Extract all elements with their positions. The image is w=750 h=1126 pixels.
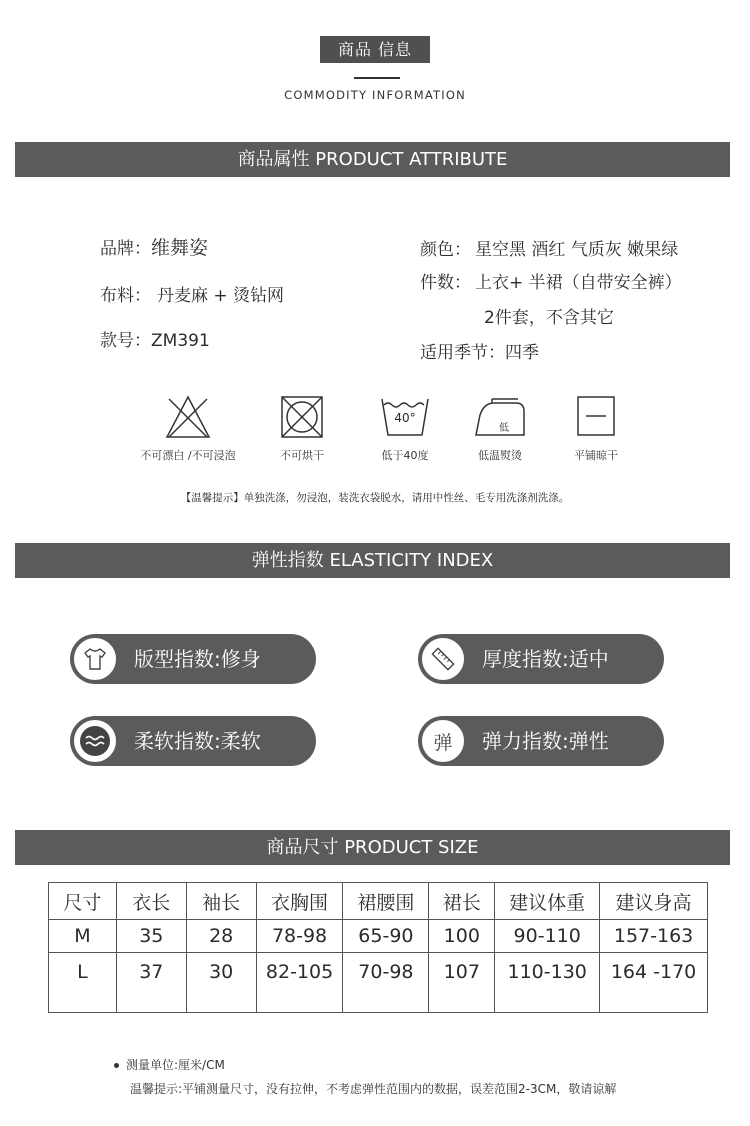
- fabric-value: 丹麦麻 + 烫钻网: [157, 286, 285, 306]
- thickness-index-pill: [418, 634, 664, 684]
- brand-value: 维舞姿: [151, 237, 209, 259]
- ruler-icon: [420, 636, 466, 682]
- fit-index-text: 版型指数:修身: [134, 647, 261, 671]
- table-cell: 35: [116, 920, 186, 953]
- bullet-dot: [114, 1063, 119, 1068]
- table-header-cell: 衣长: [116, 883, 186, 920]
- tshirt-icon: [72, 636, 118, 682]
- elastic-char-icon: [420, 718, 466, 764]
- fabric-label: 布料：: [100, 286, 151, 306]
- table-cell: 28: [186, 920, 256, 953]
- care-item-wash-40: [350, 393, 460, 463]
- season-value: 四季: [505, 343, 539, 363]
- iron-low-badge: 低: [499, 423, 509, 434]
- style-number-row: [100, 326, 210, 351]
- color-row: [420, 235, 678, 260]
- care-tip: 【温馨提示】单独洗涤，勿浸泡，装洗衣袋脱水，请用中性丝、毛专用洗涤剂洗涤。: [180, 492, 570, 504]
- table-cell: 100: [429, 920, 495, 953]
- table-cell: 37: [116, 953, 186, 1013]
- color-value: 星空黑 酒红 气质灰 嫩果绿: [475, 240, 679, 260]
- table-cell: 70-98: [343, 953, 429, 1013]
- unit-note: [114, 1056, 225, 1073]
- fit-index-pill: [70, 634, 316, 684]
- table-cell: 82-105: [256, 953, 343, 1013]
- elasticity-index-text: 弹力指数:弹性: [482, 729, 609, 753]
- no-tumble-dry-icon: [278, 393, 326, 441]
- unit-note-text: 测量单位:厘米/CM: [126, 1058, 225, 1072]
- pieces-note: 2件套，不含其它: [484, 308, 614, 328]
- section-subtitle: COMMODITY INFORMATION: [284, 88, 466, 102]
- care-label: 不可烘干: [280, 449, 324, 462]
- brand-label: 品牌：: [100, 239, 151, 259]
- elasticity-index-pill: [418, 716, 664, 766]
- season-row: [420, 338, 539, 363]
- care-item-dry-flat: [541, 393, 651, 463]
- size-section-bar: 商品尺寸 PRODUCT SIZE: [15, 830, 730, 865]
- table-header-cell: 尺寸: [49, 883, 117, 920]
- size-table: [48, 882, 708, 1013]
- table-cell: L: [49, 953, 117, 1013]
- attribute-section-bar: 商品属性 PRODUCT ATTRIBUTE: [15, 142, 730, 177]
- thickness-index-text: 厚度指数:适中: [482, 647, 609, 671]
- softness-index-pill: [70, 716, 316, 766]
- table-cell: 65-90: [343, 920, 429, 953]
- dry-flat-icon: [574, 393, 618, 441]
- table-header-cell: 裙长: [429, 883, 495, 920]
- divider: [354, 77, 400, 79]
- style-number-label: 款号：: [100, 331, 151, 351]
- table-header-cell: 建议体重: [495, 883, 600, 920]
- table-header-cell: 裙腰围: [343, 883, 429, 920]
- table-cell: M: [49, 920, 117, 953]
- section-title-badge: 商品 信息: [320, 36, 430, 63]
- table-header-cell: 建议身高: [600, 883, 708, 920]
- pieces-label: 件数：: [420, 273, 471, 293]
- table-cell: 110-130: [495, 953, 600, 1013]
- care-item-iron-low: [445, 393, 555, 463]
- pieces-value: 上衣+ 半裙（自带安全裤）: [475, 273, 682, 293]
- table-row: [49, 920, 708, 953]
- care-label: 平铺晾干: [574, 449, 618, 462]
- care-label: 不可漂白 /不可浸泡: [140, 449, 236, 462]
- care-label: 低温熨烫: [478, 449, 522, 462]
- table-header-cell: 袖长: [186, 883, 256, 920]
- color-label: 颜色：: [420, 240, 471, 260]
- table-cell: 78-98: [256, 920, 343, 953]
- softness-index-text: 柔软指数:柔软: [134, 729, 261, 753]
- style-number-value: ZM391: [151, 331, 210, 351]
- table-header-row: [49, 883, 708, 920]
- wave-icon: [72, 718, 118, 764]
- table-row: [49, 953, 708, 1013]
- pieces-row: [420, 268, 682, 293]
- table-cell: 164 -170: [600, 953, 708, 1013]
- fabric-row: [100, 281, 284, 306]
- wash-temp-badge: 40°: [394, 411, 416, 425]
- season-label: 适用季节：: [420, 343, 505, 363]
- table-header-cell: 衣胸围: [256, 883, 343, 920]
- no-bleach-icon: [163, 393, 213, 441]
- care-label: 低于40度: [381, 449, 429, 462]
- care-item-no-bleach: [133, 393, 243, 463]
- elastic-char-glyph: 弹: [433, 731, 453, 754]
- table-cell: 30: [186, 953, 256, 1013]
- brand-row: [100, 233, 208, 260]
- table-cell: 157-163: [600, 920, 708, 953]
- table-cell: 107: [429, 953, 495, 1013]
- elasticity-section-bar: 弹性指数 ELASTICITY INDEX: [15, 543, 730, 578]
- table-cell: 90-110: [495, 920, 600, 953]
- care-item-no-tumble-dry: [247, 393, 357, 463]
- size-disclaimer: 温馨提示:平铺测量尺寸，没有拉伸，不考虑弹性范围内的数据，误差范围2-3CM，敬请谅解: [130, 1082, 617, 1096]
